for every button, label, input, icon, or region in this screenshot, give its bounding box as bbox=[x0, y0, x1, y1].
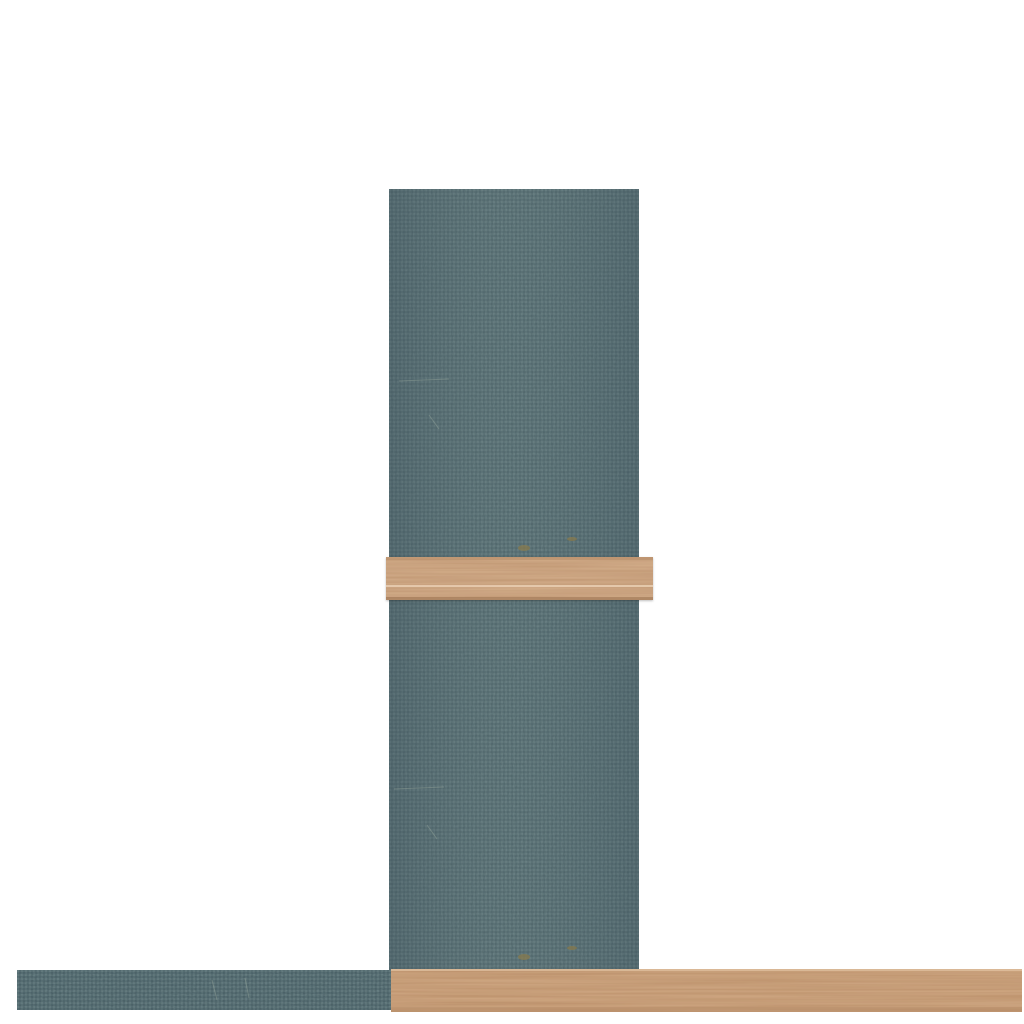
wood-middle-texture bbox=[386, 557, 653, 600]
wood-bottom-texture bbox=[391, 969, 1022, 1012]
wood-plank-middle bbox=[386, 557, 653, 600]
linen-strip-texture bbox=[17, 970, 391, 1010]
linen-bottom-strip bbox=[17, 970, 391, 1010]
wood-plank-bottom bbox=[391, 969, 1022, 1012]
